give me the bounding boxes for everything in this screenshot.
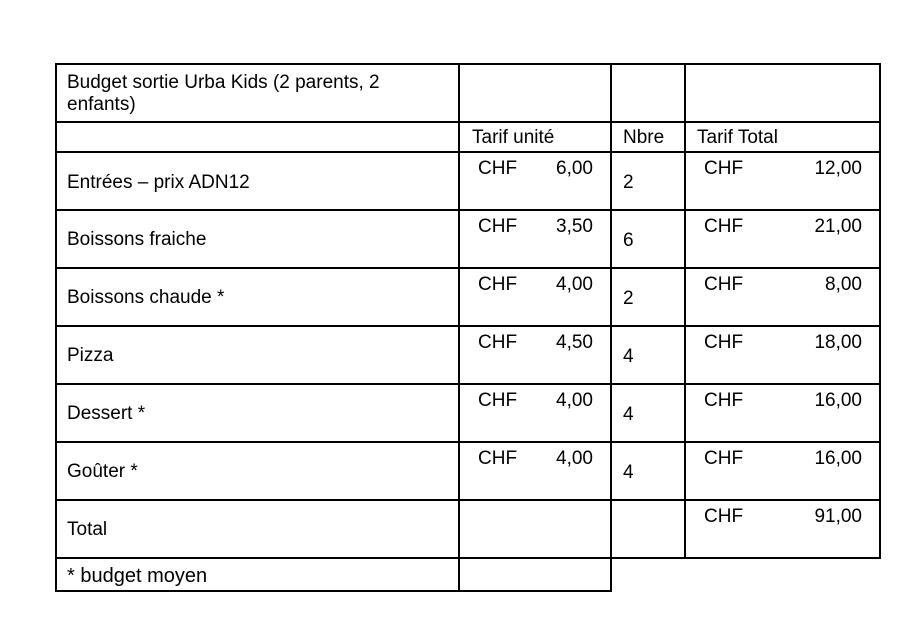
row-unit-price: 4,00	[556, 390, 593, 411]
row-unit-price: 3,50	[556, 216, 593, 237]
row-total: 21,00	[814, 216, 862, 237]
row-unit-currency: CHF	[478, 216, 518, 237]
row-total-currency: CHF	[704, 216, 744, 237]
row-quantity: 4	[623, 462, 634, 483]
rule-col-qty	[610, 63, 612, 592]
row-total: 18,00	[814, 332, 862, 353]
rule-row-5	[55, 441, 881, 443]
rule-row-6	[55, 499, 881, 501]
rule-col-total	[684, 63, 686, 559]
row-unit-currency: CHF	[478, 332, 518, 353]
row-total-currency: CHF	[704, 448, 744, 469]
row-unit-currency: CHF	[478, 274, 518, 295]
rule-row-3	[55, 325, 881, 327]
row-label: Boissons fraiche	[67, 229, 207, 250]
rule-col-unit	[458, 63, 460, 592]
row-quantity: 2	[623, 288, 634, 309]
row-total-currency: CHF	[704, 274, 744, 295]
row-label: Dessert *	[67, 403, 146, 424]
row-quantity: 2	[623, 172, 634, 193]
row-unit-price: 4,00	[556, 274, 593, 295]
rule-row-1	[55, 209, 881, 211]
row-total: 8,00	[825, 274, 862, 295]
row-total: 16,00	[814, 448, 862, 469]
table-title: Budget sortie Urba Kids (2 parents, 2 enfants)	[67, 72, 380, 115]
rule-top	[55, 63, 881, 65]
row-total: 16,00	[814, 390, 862, 411]
row-label: Entrées – prix ADN12	[67, 172, 250, 193]
row-unit-currency: CHF	[478, 390, 518, 411]
rule-row-2	[55, 267, 881, 269]
row-quantity: 6	[623, 230, 634, 251]
row-total-currency: CHF	[704, 158, 744, 179]
row-unit-price: 4,50	[556, 332, 593, 353]
total-value: 91,00	[814, 506, 862, 527]
row-label: Pizza	[67, 345, 114, 366]
rule-left	[55, 63, 57, 592]
row-quantity: 4	[623, 404, 634, 425]
total-label: Total	[67, 519, 108, 540]
header-quantity: Nbre	[623, 127, 665, 148]
rule-right	[879, 63, 881, 559]
row-quantity: 4	[623, 346, 634, 367]
footnote: * budget moyen	[67, 565, 208, 587]
rule-footnote-bottom	[55, 590, 612, 592]
row-total: 12,00	[814, 158, 862, 179]
row-label: Boissons chaude *	[67, 287, 225, 308]
row-total-currency: CHF	[704, 332, 744, 353]
header-total-price: Tarif Total	[697, 127, 778, 148]
row-unit-currency: CHF	[478, 158, 518, 179]
rule-columns	[55, 151, 881, 153]
rule-row-4	[55, 383, 881, 385]
row-total-currency: CHF	[704, 390, 744, 411]
row-unit-currency: CHF	[478, 448, 518, 469]
rule-header	[55, 121, 881, 123]
total-currency: CHF	[704, 506, 744, 527]
header-unit-price: Tarif unité	[472, 127, 555, 148]
row-unit-price: 4,00	[556, 448, 593, 469]
rule-total-bottom	[55, 557, 881, 559]
row-unit-price: 6,00	[556, 158, 593, 179]
row-label: Goûter *	[67, 461, 138, 482]
